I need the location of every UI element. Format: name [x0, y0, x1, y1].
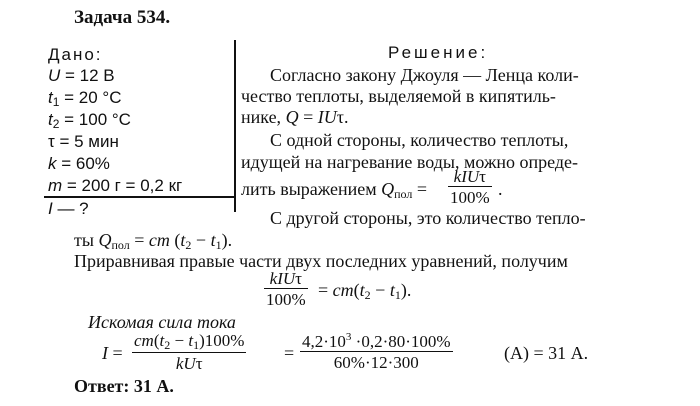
- equation-2-fraction: kIUτ 100%: [266, 269, 306, 309]
- solution-line-3: нике, Q = IUτ.: [241, 107, 349, 127]
- solution-line-9: Приравнивая правые части двух последних уравнений, получим: [74, 251, 568, 271]
- given-efficiency: k = 60%: [48, 154, 110, 173]
- solution-line-5: идущей на нагревание воды, можно опреде-: [241, 152, 579, 172]
- equation-3-result: (А) = 31 А.: [504, 343, 589, 363]
- equation-3-equals: =: [284, 343, 295, 363]
- solution-line-4: С одной стороны, количество теплоты,: [270, 130, 569, 150]
- answer-line: Ответ: 31 А.: [74, 376, 174, 396]
- given-vertical-rule: [234, 40, 236, 212]
- solution-header: Решение:: [388, 43, 489, 62]
- equation-3-fraction-2: $\frac{4,2\cdot 10^3 \cdot 0,2\cdot 80\cdot 100\%}{60\%\cdot 12\cdot 300}$: [302, 331, 451, 372]
- given-divider: [44, 196, 234, 198]
- given-header: Дано:: [48, 45, 103, 64]
- given-voltage: U = 12 В: [48, 66, 115, 85]
- given-time: τ = 5 мин: [48, 132, 119, 151]
- solution-line-2: чество теплоты, выделяемой в кипятиль-: [241, 86, 556, 106]
- solution-line-7: С другой стороны, это количество тепло-: [270, 208, 586, 228]
- find-quantity: I — ?: [48, 199, 89, 218]
- given-mass: m = 200 г = 0,2 кг: [48, 176, 183, 195]
- given-t1: $t_1 = 20$ °C: [48, 88, 122, 109]
- solution-line-8: ты $Q_{пол}$ = cm $(t_2 - t_1)$.: [74, 230, 233, 252]
- equation-2-rhs: = $cm(t_2 - t_1)$.: [318, 280, 412, 302]
- given-t2: $t_2 = 100$ °C: [48, 110, 131, 131]
- equation-3-fraction-1: $cm(t_2 - t_1)100\%$ kUτ: [134, 331, 245, 373]
- solution-line-1: Согласно закону Джоуля — Ленца коли-: [270, 65, 579, 85]
- solution-line-10: Искомая сила тока: [88, 312, 236, 332]
- solution-line-6: лить выражением $Q_{пол}$ =: [241, 179, 428, 201]
- problem-title: Задача 534.: [74, 7, 171, 28]
- fraction-period: .: [498, 179, 503, 199]
- equation-3-lhs: I =: [102, 343, 123, 363]
- fraction-q-pol: kIUτ 100%: [450, 167, 490, 207]
